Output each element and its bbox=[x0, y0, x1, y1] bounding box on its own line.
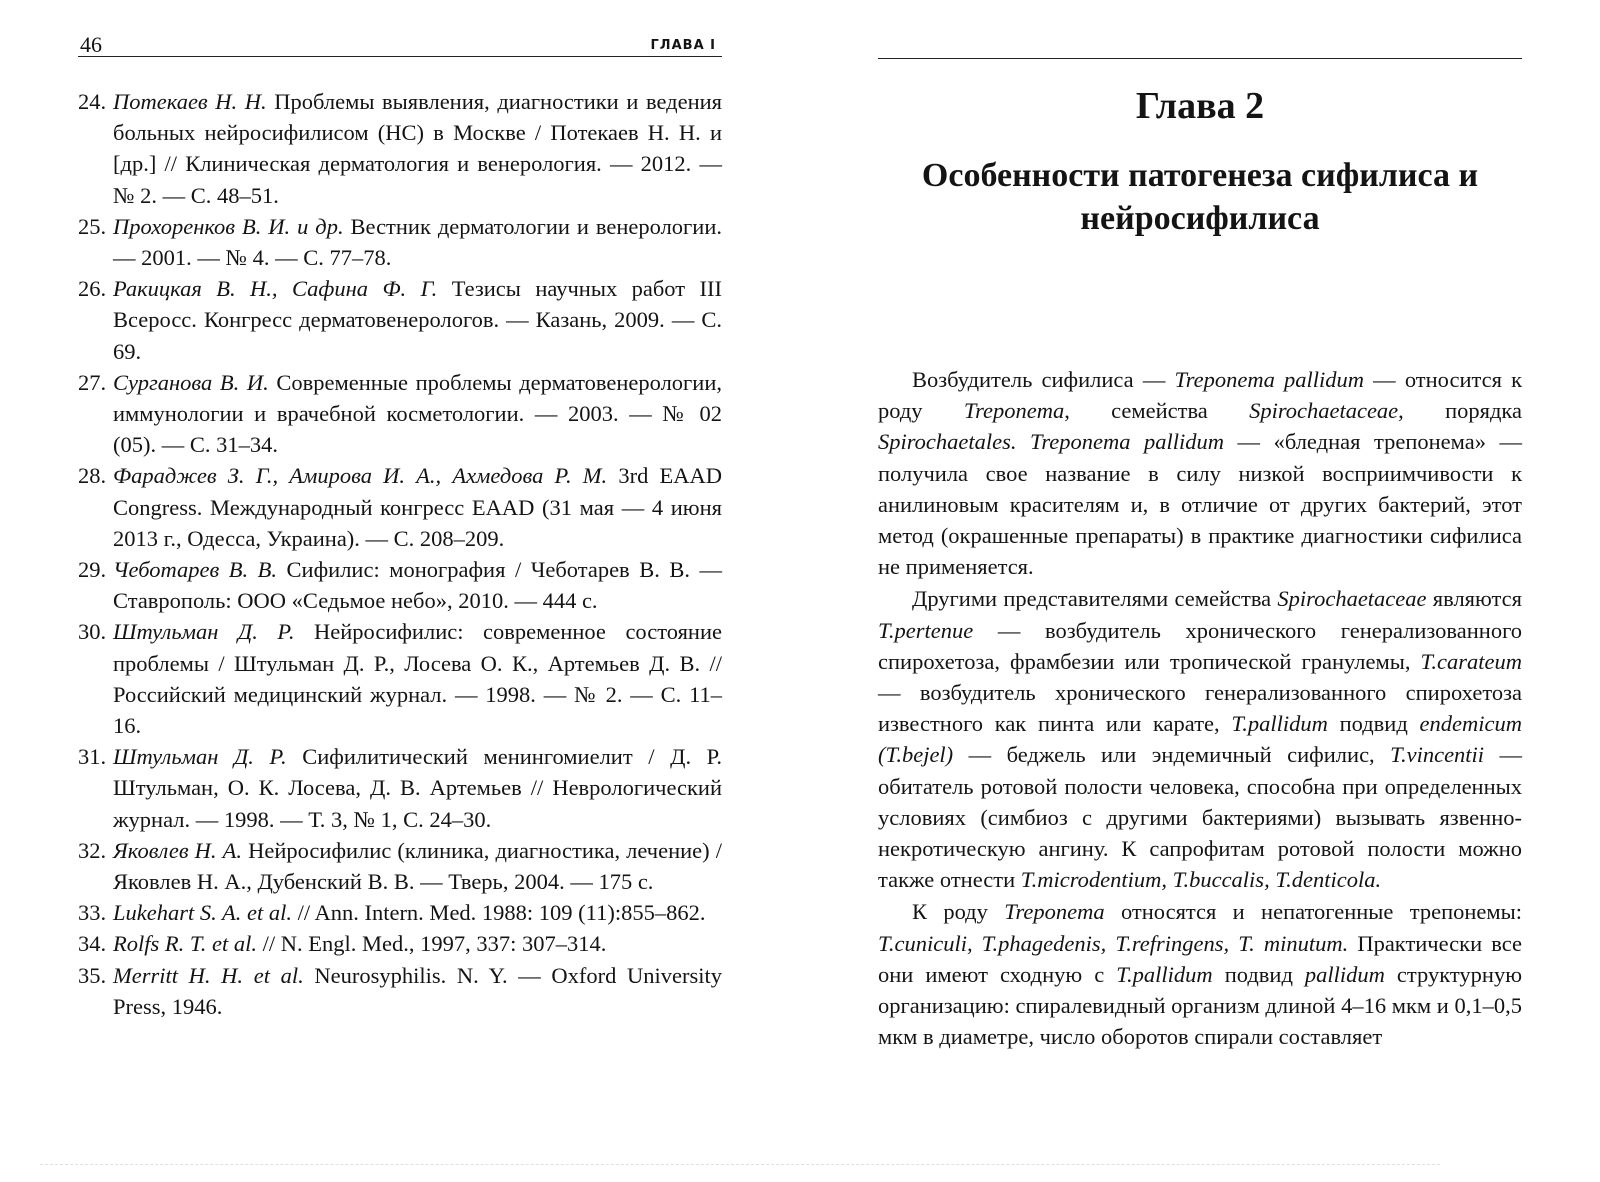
reference-number: 27. bbox=[78, 369, 107, 395]
reference-number: 29. bbox=[78, 557, 107, 583]
text-run: Другими представителями семейства bbox=[912, 586, 1278, 612]
reference-authors: Lukehart S. A. et al. bbox=[113, 900, 292, 926]
reference-item bbox=[78, 554, 722, 616]
reference-number: 30. bbox=[78, 619, 107, 645]
reference-authors: Штульман Д. Р. bbox=[113, 744, 287, 770]
reference-number: 24. bbox=[78, 89, 107, 114]
reference-number: 31. bbox=[78, 744, 107, 770]
italic-term: Treponema bbox=[963, 398, 1065, 424]
reference-number: 33. bbox=[78, 900, 107, 926]
reference-item bbox=[78, 86, 722, 211]
text-run: , порядка bbox=[1398, 398, 1522, 424]
italic-term: endemicum (T.bejel) bbox=[878, 711, 1522, 768]
text-run: К роду bbox=[912, 899, 1005, 925]
body-paragraph bbox=[878, 896, 1522, 1052]
running-head-chapter: ГЛАВА I bbox=[650, 38, 716, 53]
page-number: 46 bbox=[80, 32, 102, 57]
reference-authors: Rolfs R. T. et al. bbox=[113, 931, 257, 957]
reference-item bbox=[78, 960, 722, 1022]
reference-item bbox=[78, 835, 722, 897]
text-run: подвид bbox=[1212, 961, 1305, 987]
text-run: Возбудитель сифилиса — bbox=[912, 367, 1175, 392]
italic-term: Spirochaetaceae bbox=[1277, 586, 1427, 612]
italic-term: pallidum bbox=[1304, 961, 1385, 987]
body-text bbox=[878, 364, 1522, 1053]
text-run: структурную организацию: спиралевидный организм длиной 4–16 мкм и 0,1–0,5 мкм в диаметре, число оборотов спирали составляет bbox=[878, 961, 1522, 1050]
italic-term: T.pertenue bbox=[878, 617, 974, 643]
reference-number: 32. bbox=[78, 837, 107, 863]
running-head bbox=[78, 30, 722, 57]
top-rule bbox=[878, 58, 1522, 59]
text-run: относятся и непатогенные трепонемы: bbox=[1104, 899, 1522, 925]
italic-term: Treponema bbox=[1004, 899, 1105, 925]
text-run: — относится к роду bbox=[878, 367, 1522, 424]
reference-text: Тезисы научных работ III Всеросс. Конгресс дерматовенерологов. — Казань, 2009. — С. 69. bbox=[113, 276, 722, 364]
chapter-subtitle: Особенности патогенеза сифилиса и нейросифилиса bbox=[921, 157, 1479, 237]
reference-list bbox=[78, 86, 722, 1022]
italic-term: Spirochaetales. Treponema pallidum bbox=[878, 429, 1224, 455]
italic-term: T.microdentium, T.buccalis, T.denticola. bbox=[1020, 867, 1382, 893]
text-run: , семейства bbox=[1064, 398, 1250, 424]
left-page bbox=[78, 0, 722, 1182]
italic-term: T.pallidum bbox=[1231, 711, 1328, 737]
reference-authors: Merritt H. H. et al. bbox=[113, 962, 304, 988]
reference-item bbox=[78, 211, 722, 273]
reference-item bbox=[78, 273, 722, 367]
text-run: подвид bbox=[1327, 711, 1420, 737]
reference-text: // N. Engl. Med., 1997, 337: 307–314. bbox=[256, 931, 607, 957]
reference-text: // Ann. Intern. Med. 1988: 109 (11):855–862. bbox=[291, 900, 706, 926]
italic-term: T.cuniculi, T.phagedenis, T.refringens, T. minutum. bbox=[878, 930, 1349, 956]
text-run: — беджель или эндемичный сифилис, bbox=[953, 742, 1391, 768]
reference-number: 26. bbox=[78, 276, 107, 302]
text-run: — обитатель ротовой полости человека, способна при определенных условиях (симбиоз с другими бактериями) вызывать язвенно-некротическую ангину. К сапрофитам ротовой полости можно также отнести bbox=[878, 742, 1523, 893]
reference-authors: Штульман Д. Р. bbox=[113, 619, 295, 645]
body-paragraph bbox=[878, 583, 1522, 895]
reference-item bbox=[78, 897, 722, 928]
reference-authors: Сурганова В. И. bbox=[113, 369, 269, 395]
text-run: — возбудитель хронического генерализованного спирохетоза известного как пинта или карате, bbox=[878, 680, 1522, 737]
reference-text: Современные проблемы дерматовенерологии, иммунологии и врачебной косметологии. — 2003. — № 02 (05). — С. 31–34. bbox=[113, 369, 722, 458]
reference-authors: Чеботарев В. В. bbox=[113, 557, 278, 583]
italic-term: Treponema pallidum bbox=[1174, 367, 1365, 392]
body-paragraph bbox=[878, 364, 1522, 582]
reference-authors: Ракицкая В. Н., Сафина Ф. Г. bbox=[113, 276, 438, 302]
chapter-title: Глава 2 bbox=[1135, 85, 1265, 127]
right-page bbox=[878, 0, 1522, 1182]
reference-item bbox=[78, 741, 722, 835]
scan-edge-artifact bbox=[40, 1164, 1440, 1169]
reference-text: Нейросифилис: современное состояние проблемы / Штульман Д. Р., Лосева О. К., Артемьев Д. В. // Российский медицинский журнал. — 1998. — № 2. — С. 11–16. bbox=[113, 619, 722, 739]
reference-authors: Яковлев Н. А. bbox=[113, 837, 242, 863]
reference-text: Сифилитический менингомиелит / Д. Р. Штульман, О. К. Лосева, Д. В. Артемьев // Неврологический журнал. — 1998. — Т. 3, № 1, С. 24–30. bbox=[113, 744, 722, 832]
text-run: Практически все они имеют сходную с bbox=[878, 930, 1522, 987]
reference-item bbox=[78, 616, 722, 741]
reference-item bbox=[78, 928, 722, 959]
reference-text: Neurosyphilis. N. Y. — Oxford University Press, 1946. bbox=[113, 962, 723, 1019]
italic-term: T.vincentii bbox=[1390, 742, 1485, 768]
reference-text: Нейросифилис (клиника, диагностика, лечение) / Яковлев Н. А., Дубенский В. В. — Тверь, 2004. — 175 с. bbox=[113, 837, 722, 895]
reference-authors: Прохоренков В. И. и др. bbox=[113, 213, 344, 239]
reference-text: 3rd EAAD Congress. Международный конгресс EAAD (31 мая — 4 июня 2013 г., Одесса, Украина). — С. 208–209. bbox=[113, 463, 722, 551]
reference-item bbox=[78, 460, 722, 554]
reference-authors: Фараджев З. Г., Амирова И. А., Ахмедова Р. М. bbox=[113, 463, 608, 489]
reference-item bbox=[78, 367, 722, 461]
reference-text: Проблемы выявления, диагностики и ведения больных нейросифилисом (НС) в Москве / Потекаев Н. Н. и [др.] // Клиническая дерматология и венерология. — 2012. — № 2. — С. 48–51. bbox=[113, 89, 723, 208]
text-run: — возбудитель хронического генерализованного спирохетоза, фрамбезии или тропической гранулемы, bbox=[878, 617, 1522, 674]
reference-number: 35. bbox=[78, 962, 107, 988]
italic-term: Spirochaetaceae bbox=[1249, 398, 1399, 424]
reference-authors: Потекаев Н. Н. bbox=[113, 89, 267, 114]
reference-number: 34. bbox=[78, 931, 107, 957]
reference-text: Сифилис: монография / Чеботарев В. В. — Ставрополь: ООО «Седьмое небо», 2010. — 444 с. bbox=[113, 557, 722, 614]
italic-term: T.carateum bbox=[1420, 648, 1522, 674]
text-run: — «бледная трепонема» — получила свое название в силу низкой восприимчивости к анилиновым красителям и, в отличие от других бактерий, этот метод (окрашенные препараты) в практике диагностики сифилиса не применяется. bbox=[878, 429, 1522, 580]
italic-term: T.pallidum bbox=[1116, 961, 1213, 987]
reference-number: 28. bbox=[78, 463, 107, 489]
text-run: являются bbox=[1426, 586, 1522, 612]
reference-number: 25. bbox=[78, 213, 107, 239]
reference-text: Вестник дерматологии и венерологии. — 2001. — № 4. — С. 77–78. bbox=[113, 213, 722, 271]
